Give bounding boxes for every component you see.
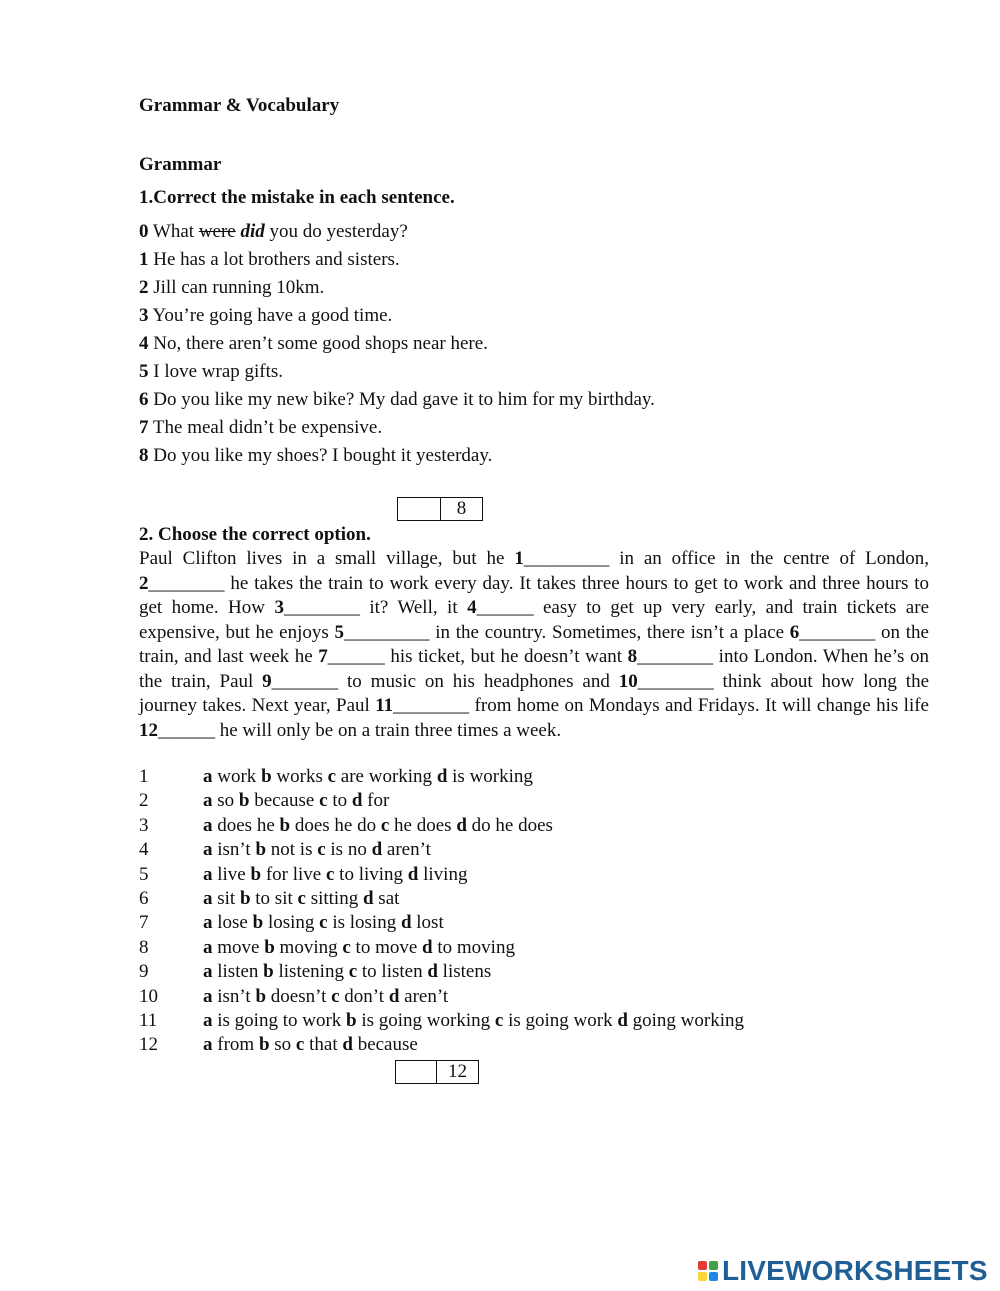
option-letter-d: d [427,961,438,983]
option-a: listen [217,961,259,983]
option-row [139,815,553,837]
option-number: 5 [139,863,149,885]
gap-number: 2 [139,572,149,594]
option-b: doesn’t [270,985,327,1007]
example-post: you do yesterday? [269,221,408,242]
passage-text: _________ in an office in the centre of London, [523,548,929,569]
option-letter-c: c [494,1010,504,1031]
sentence-item [139,305,392,327]
option-b: not is [270,839,313,861]
option-b: listening [278,961,344,983]
gap-number: 1 [514,548,524,569]
gap-number: 12 [139,719,158,741]
item-number: 5 [139,361,149,382]
option-c: to living [339,863,404,885]
option-letter-a: a [203,766,213,787]
item-number: 2 [139,277,149,298]
option-d: living [423,863,468,885]
option-letter-d: d [617,1010,628,1031]
sentence-item [139,277,324,299]
option-b: to sit [255,888,293,909]
option-c: is no [330,839,367,861]
option-b: is going working [361,1010,491,1031]
passage-text: ________ on the train, and last week he [139,621,929,667]
option-letter-a: a [203,814,213,836]
gap-number: 4 [467,597,477,618]
option-letter-c: c [342,936,351,958]
item-text: The meal didn’t be expensive. [152,417,383,438]
option-letter-c: c [327,766,337,787]
option-a: lose [217,912,248,934]
option-number: 2 [139,790,149,812]
option-letter-b: b [238,790,250,812]
passage-text: _________ in the country. Sometimes, there isn’t a place [344,621,790,643]
example-correction: did [240,221,265,242]
option-number: 1 [139,766,149,787]
option-letter-a: a [203,912,213,934]
option-letter-a: a [203,863,213,885]
option-c: is losing [332,912,397,934]
option-letter-c: c [297,888,306,909]
logo-icon [698,1261,718,1281]
option-letter-b: b [255,839,267,861]
option-letter-d: d [351,790,363,812]
option-c: sitting [310,888,359,909]
item-text: Do you like my shoes? I bought it yesterday. [153,445,493,466]
option-c: that [309,1034,338,1056]
option-letter-a: a [203,1010,213,1031]
item-number: 7 [139,417,149,438]
option-a: from [217,1034,255,1056]
option-row [139,1010,744,1032]
option-letter-b: b [264,936,275,958]
item-number: 1 [139,249,149,270]
option-b: works [276,766,323,787]
passage-text: Paul Clifton lives in a small village, but he [139,548,515,569]
option-d: aren’t [386,839,431,861]
option-d: going working [632,1010,745,1031]
option-d: is working [452,766,533,787]
option-number: 10 [139,985,158,1007]
gap-number: 7 [318,646,328,667]
option-letter-d: d [371,839,383,861]
logo-square [698,1272,707,1281]
option-letter-b: b [255,985,267,1007]
option-letter-c: c [331,985,340,1007]
passage-text: ______ he will only be on a train three times a week. [158,719,562,741]
logo-square [709,1272,718,1281]
sentence-item [139,249,400,271]
option-a: isn’t [217,839,251,861]
option-c: to move [355,936,418,958]
option-b: for live [265,863,322,885]
option-letter-d: d [400,912,412,934]
option-number: 8 [139,936,149,958]
exercise2-heading: 2. Choose the correct option. [139,524,371,545]
passage-text: ______ his ticket, but he doesn’t want [327,646,628,667]
sentence-item [139,389,655,411]
option-d: sat [378,888,400,909]
option-letter-b: b [258,1034,270,1056]
option-b: because [254,790,315,812]
option-a: live [217,863,246,885]
option-a: move [217,936,260,958]
option-letter-c: c [295,1034,305,1056]
example-sentence [139,221,408,243]
option-b: so [274,1034,292,1056]
option-number: 7 [139,912,149,934]
option-c: he does [394,814,452,836]
option-letter-a: a [203,961,213,983]
score-input-blank[interactable] [396,1061,437,1083]
option-d: for [367,790,390,812]
gap-number: 3 [274,597,284,618]
passage-text: ________ he takes the train to work every day. It takes three hours to get to work and three hours to get home. How [139,572,929,618]
passage-text: _______ to music on his headphones and [271,670,619,692]
option-b: moving [279,936,338,958]
option-letter-c: c [319,912,328,934]
logo-text: LIVEWORKSHEETS [722,1255,988,1286]
option-letter-c: c [380,814,390,836]
passage-text: ________ think about how long the journey takes. Next year, Paul [139,670,929,716]
liveworksheets-logo [698,1255,988,1287]
option-letter-b: b [239,888,251,909]
option-letter-c: c [325,863,335,885]
score-input-blank[interactable] [398,498,441,520]
option-row [139,986,448,1008]
option-d: lost [416,912,444,934]
option-row [139,912,444,934]
passage-text: ________ it? Well, it [283,597,468,618]
option-row [139,1034,418,1056]
option-letter-b: b [263,961,274,983]
option-letter-d: d [422,936,433,958]
option-c: don’t [344,985,385,1007]
exercise2-passage [139,547,929,743]
option-row [139,766,533,788]
option-row [139,839,431,861]
logo-square [698,1261,707,1270]
passage-text: ________ from home on Mondays and Fridays. It will change his life [393,695,929,716]
sentence-item [139,445,492,467]
option-c: to listen [361,961,423,983]
passage-text: ______ easy to get up very early, and train tickets are expensive, but he enjoys [139,597,929,643]
option-row [139,790,389,812]
item-text: Do you like my new bike? My dad gave it to him for my birthday. [153,389,655,410]
option-letter-d: d [362,888,374,909]
option-b: losing [267,912,315,934]
gap-number: 11 [375,695,394,716]
item-text: You’re going have a good time. [152,305,393,326]
option-d: because [357,1034,418,1056]
page-title: Grammar & Vocabulary [139,95,340,116]
option-letter-b: b [279,814,291,836]
option-a: is going to work [217,1010,342,1031]
option-row [139,864,467,886]
option-number: 4 [139,839,149,861]
option-letter-a: a [203,936,213,958]
passage-text: ________ into London. When he’s on the train, Paul [139,646,929,692]
option-number: 12 [139,1034,158,1056]
option-c: to [332,790,352,812]
option-letter-a: a [203,1034,213,1056]
option-d: listens [442,961,492,983]
option-row [139,961,491,983]
sentence-item [139,417,382,439]
option-letter-c: c [317,839,326,861]
option-number: 11 [139,1010,158,1031]
option-d: aren’t [404,985,449,1007]
item-number: 8 [139,445,149,466]
item-text: I love wrap gifts. [153,361,284,382]
item-text: No, there aren’t some good shops near here. [153,333,488,354]
option-a: does he [217,814,275,836]
example-wrong-word: were [198,221,236,242]
option-letter-b: b [250,863,262,885]
sentence-item [139,361,283,383]
option-a: isn’t [217,985,251,1007]
option-letter-c: c [348,961,358,983]
gap-number: 6 [789,621,800,643]
sentence-item [139,333,488,355]
option-row [139,888,399,910]
gap-number: 9 [262,670,272,692]
option-letter-a: a [203,888,213,909]
option-letter-b: b [346,1010,357,1031]
option-number: 9 [139,961,149,983]
item-text: Jill can running 10km. [153,277,325,298]
example-pre: What [152,221,195,242]
option-a: work [217,766,257,787]
option-a: so [217,790,235,812]
option-letter-b: b [261,766,272,787]
gap-number: 8 [627,646,638,667]
option-d: to moving [437,936,515,958]
option-letter-d: d [436,766,448,787]
exercise1-score-box [397,497,483,521]
option-number: 3 [139,814,149,836]
gap-number: 10 [618,670,638,692]
item-number: 6 [139,389,149,410]
option-row [139,937,515,959]
option-letter-d: d [456,814,467,836]
section-title: Grammar [139,154,222,175]
option-number: 6 [139,888,149,909]
exercise2-score-total: 12 [448,1061,467,1082]
item-text: He has a lot brothers and sisters. [153,249,400,270]
gap-number: 5 [334,621,344,643]
option-letter-b: b [252,912,264,934]
option-c: is going work [508,1010,613,1031]
option-d: do he does [471,814,553,836]
option-b: does he do [294,814,377,836]
exercise1-heading: 1.Correct the mistake in each sentence. [139,187,455,208]
option-letter-c: c [319,790,328,812]
option-letter-a: a [203,790,213,812]
option-c: are working [340,766,433,787]
exercise1-score-total: 8 [456,498,467,519]
option-letter-a: a [203,839,213,861]
option-letter-d: d [407,863,419,885]
option-letter-d: d [388,985,400,1007]
option-a: sit [217,888,236,909]
logo-square [709,1261,718,1270]
exercise2-score-box [395,1060,479,1084]
example-number: 0 [139,221,149,242]
item-number: 3 [139,305,149,326]
item-number: 4 [139,333,149,354]
option-letter-d: d [342,1034,353,1056]
option-letter-a: a [203,985,213,1007]
